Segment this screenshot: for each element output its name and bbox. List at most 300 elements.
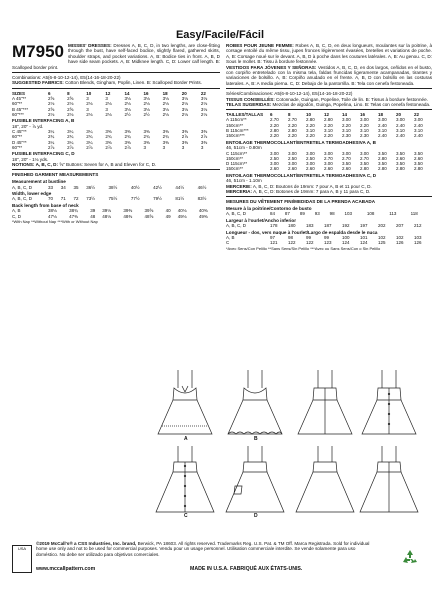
table-cell: 38½ [108,184,118,190]
table-cell: 73½ [86,196,96,202]
dress-back-drawing [298,370,352,434]
table-cell: 22 [414,112,420,118]
table-row [12,196,220,201]
table-cell: 3¼ [48,129,55,134]
table-cell: A, B, C, D [226,211,247,217]
fusible-cd-heading-fr: ENTOILAGE THERMOCOLLANT/ENTRETELA TERMOADHESIVA C, D [226,172,377,178]
width-table-metric [226,223,432,228]
table-cell: 2¾ [124,134,131,140]
table-cell: 42½ [153,184,162,190]
table-cell: 3.10 [414,128,423,134]
bust-table-metric [226,211,432,216]
english-column [12,43,220,224]
table-cell: 2.20 [306,122,315,128]
table-cell: 93 [314,211,320,217]
table-cell: SIZES [12,90,26,96]
table-cell: 2⅝ [48,95,55,101]
length-heading: Back length from base of neck [12,202,79,208]
fabrics-es: TELAS SUGERIDAS: Mezclas de algodón, Guinga, Popelina, Lino. B: Telas con cenefa festoneada. [226,101,431,107]
table-cell: 97 [270,235,276,241]
table-cell: 2⅞ [48,144,55,150]
divider [12,72,220,73]
table-cell: 6 [48,90,51,96]
table-cell: 126 [396,240,404,246]
table-cell: 39⅛ [102,208,112,214]
table-cell: 3⅛ [124,106,131,112]
table-cell: 3⅜ [181,139,189,145]
fusible-ab-heading: FUSIBLE INTERFACING A, B [12,118,75,124]
table-cell: 3⅛ [181,95,189,101]
table-cell: 2.80 [270,128,279,134]
table-cell: 3.50 [396,150,405,156]
table-row [226,223,432,228]
table-cell: 102 [396,235,404,241]
table-cell: 2⅝ [48,106,55,112]
spanish-description: VESTIDOS PARA JÓVENES Y SEÑORAS: Vestidos A, B, C, D, en dos largos, ceñidos en el busto, con corpiño entretelado con la misma tela, faldas fruncidas ligeramente acampanadas, tirantes y variaciones de bolsillo. A, B: Corpiño anudado en el frente. A, B, D con bolsillo en las costuras laterales. A, B: A media pierna. C, D: Debajo de la pantorrilla. B: Tela con cenefa festoneada. [226,64,432,86]
table-cell: 12 [324,112,330,118]
width-heading: Width, lower edge [12,190,52,196]
table-row [12,112,220,117]
finished-heading-fr: MESURES DU VÊTEMENT FINI/MEDIDAS DE LA PRENDA ACABADA [226,199,376,205]
table-cell: 3.00 [342,150,351,156]
table-cell: 3⅜ [162,129,169,134]
finished-measurements-heading: FINISHED GARMENT MEASUREMENTS [12,172,99,178]
bust-heading-fr: Mesure à la poitrine/Contorno de busto [226,205,312,211]
table-cell: 2.60 [324,166,333,172]
table-cell: 33 [48,184,54,190]
table-cell: 3.50 [396,161,405,167]
table-cell: 40½ [130,184,140,190]
table-cell: 77½ [130,196,140,202]
table-cell: 3⅜ [200,139,208,145]
table-cell: 2⅛ [162,101,169,107]
table-cell: 2.60 [288,166,297,172]
notions-es: MERCERIA: A, B, C, D: Botones de 19mm: 7 para A, B y 11 para C, D. [226,188,371,194]
table-cell: D 115cm** [226,161,248,167]
table-row [12,185,220,190]
table-cell: 2.60 [342,166,351,172]
table-cell: 3¼ [86,139,93,145]
table-cell: A 115cm** [226,117,247,123]
table-cell: 3⅜ [200,129,208,134]
bust-table [12,185,220,190]
table-cell: 83½ [197,196,207,202]
table-cell: 2.20 [360,122,369,128]
table-cell: 81½ [175,196,185,202]
table-cell: 60"** [12,144,23,150]
table-cell: 71 [60,196,66,202]
length-heading-fr: Longueur - dos, vers nuque à l'ourlet/Largo de espalda desde le nuca [226,229,378,235]
notions: NOTIONS: A, B, C, D: ⅝" Buttons: Seven for A, B and Eleven for C, D. [12,162,157,168]
table-cell: 2⅞ [124,144,131,150]
table-cell: 3⅛ [181,106,189,112]
table-cell: 2.20 [288,133,297,139]
table-cell: 3.00 [324,150,333,156]
table-cell: D 45"** [12,139,27,145]
table-cell: 2.60 [306,166,315,172]
table-cell: 3.10 [396,128,405,134]
table-cell: 2.20 [270,122,279,128]
table-cell: 124 [360,240,368,246]
fabrics-fr: TISSUS CONSEILLÉS: Cotonnade, Guingan, Popeline, Toile de lin. B: Tissus à bordure festonnée. [226,96,428,102]
table-cell: 84 [270,211,276,217]
table-cell: 3.50 [342,161,351,167]
table-cell: 3⅛ [162,106,169,112]
table-cell: 2⅛ [48,101,55,107]
table-cell: 3⅜ [105,129,112,134]
table-cell: 150cm** [226,122,244,128]
table-cell: 2⅝ [67,95,74,101]
table-cell: 3 [200,144,204,150]
dress-c-front-drawing [156,446,214,512]
table-cell: 150cm*** [226,133,245,139]
table-cell: 3.00 [360,117,369,123]
table-cell: 103 [344,211,353,217]
table-cell: 3 [105,95,108,101]
table-cell: 38⅛ [48,208,57,214]
table-cell: 40 [165,208,171,214]
view-label-d: D [254,513,258,519]
table-cell: 39⅝ [144,208,154,214]
table-cell: 2.50 [306,155,315,161]
table-cell: 2¾ [105,134,112,140]
table-cell: 2.40 [414,133,423,139]
view-label-c: C [184,513,188,519]
recycle-icon [400,548,420,568]
table-cell: 118 [410,211,418,217]
table-cell: 187 [324,223,332,229]
table-cell: 3⅛ [200,106,208,112]
table-cell: 20 [181,90,187,96]
table-cell: 2⅛ [48,111,55,117]
table-cell: 2.80 [288,128,297,134]
table-cell: 122 [306,240,314,246]
table-cell: 3.00 [306,161,315,167]
length-table [12,208,220,219]
table-cell: 3.10 [378,128,387,134]
table-cell: 3.50 [414,150,423,156]
table-cell: 40⅜ [198,208,208,214]
description-text: Dresses A, B, C, D, in two lengths, are close-fitting through the bust, have self-faced bodice, slightly flared, gathered skirts, shoulder straps, and pocket variations. A, B: Bodice ties in front. A, B, D have side seam pockets. A, B: Midknee length. C, D: Lower calf length. B: Scalloped border print. [12,43,220,70]
table-cell: 2⅛ [67,101,74,107]
table-cell: 2¾ [162,134,169,140]
table-cell: 2⅛ [124,101,131,107]
copyright-notice: ©2019 McCall's® a CSS Industries, Inc. brand, Berwick, PA 18603. All rights reserved. Trademarks Reg. U.S. Pat. & TM Off. Marca Registrada. Sold for individual home use only and not to be used for commercial purposes. Vendu pour un usage personnel. Utilisation commerciale interdite. Se vende solamente para uso doméstico. No debe ser utilizado para objetivos comerciales. [36,541,370,557]
table-cell: 2.80 [378,155,387,161]
table-cell: 202 [378,223,386,229]
table-row [226,211,432,216]
table-cell: 3⅛ [143,106,150,112]
table-cell: 2.70 [360,155,369,161]
table-cell: 2⅛ [105,101,112,107]
table-cell: 197 [360,223,368,229]
table-cell: 2⅞ [200,134,208,140]
table-cell: 3 [162,144,166,150]
table-cell: 39 [90,208,96,214]
dress-a-front-drawing [158,370,212,434]
table-cell: 60"*** [12,111,24,117]
table-cell: 2.80 [396,166,405,172]
table-cell: 3.00 [414,117,423,123]
combinations-fr: Séries/Combinaciones: A5(6-8-10-12-14), E5(14-16-18-20-22) [226,91,353,97]
dress-b-front-drawing [228,370,282,434]
table-cell: 3 [143,144,147,150]
table-cell: 3.00 [306,150,315,156]
table-cell: 3.00 [288,150,297,156]
table-cell: 2.30 [360,133,369,139]
table-cell: 100 [342,235,350,241]
divider [12,88,220,89]
table-cell: 2¾ [86,134,93,140]
french-spanish-column [226,43,432,251]
fusible-ab-heading-fr: ENTOILAGE THERMOCOLLANT/ENTRETELA TERMOADHESIVA A, B [226,139,376,145]
table-cell: 40⅛ [177,208,187,214]
table-cell: 178 [270,223,278,229]
table-cell: 2¾ [48,134,55,140]
table-row [12,145,220,150]
table-cell: C 45"** [12,129,27,134]
width-table [12,196,220,201]
width-heading-fr: Largeur à l'ourlet/Ancho inferior [226,217,297,223]
table-cell: 75½ [108,196,118,202]
table-cell: 121 [270,240,278,246]
table-cell: 125 [378,240,386,246]
table-cell: 2.20 [270,133,279,139]
table-cell: 3 [181,144,185,150]
table-cell: 3⅜ [124,139,131,145]
table-cell: 122 [288,240,296,246]
table-cell: 3.00 [396,117,405,123]
table-cell: 126 [414,240,422,246]
table-cell: 101 [360,235,368,241]
table-cell: 87 [284,211,290,217]
table-cell: 2.20 [306,133,315,139]
table-cell: 36½ [86,184,96,190]
suggested-fabrics: SUGGESTED FABRICS: Cotton Blends, Gingham, Poplin, Linen. B: Scalloped Border Prints. [12,80,202,86]
table-cell: 2.40 [396,133,405,139]
table-cell: 6 [270,112,273,118]
table-cell: 3.00 [270,161,279,167]
table-cell: 113 [389,211,397,217]
table-cell: 99 [306,235,312,241]
table-cell: 150cm** [226,155,244,161]
nap-note-fr: *Avec Sens/Con Pelillo **Sans Sens/Sin Pelillo ***Avec ou Sans Sens/Con o Sin Pelillo [226,245,381,251]
table-cell: B 45"*** [12,106,29,112]
table-cell: 3.10 [342,128,351,134]
table-cell: 3⅛ [124,95,131,101]
table-cell: 3.50 [378,161,387,167]
table-cell: 10 [86,90,92,96]
table-cell: 3.50 [360,161,369,167]
divider [226,196,432,197]
table-cell: 3.00 [324,161,333,167]
table-cell: 2¾ [143,134,150,140]
view-label-b: B [254,436,258,442]
table-cell: 2.40 [378,122,387,128]
table-cell: 2.80 [306,117,315,123]
website-link[interactable]: www.mccallpattern.com [36,566,96,572]
nap-note: *With Nap **Without Nap ***With or Without Nap [12,218,98,224]
table-cell: 60"** [12,134,23,140]
table-cell: 3.00 [288,161,297,167]
table-cell: 2⅞ [67,144,74,150]
table-cell: 3¼ [67,139,74,145]
table-cell: 79½ [153,196,162,202]
table-cell: 2.20 [288,122,297,128]
table-cell: 2.50 [270,155,279,161]
table-cell: 60"** [12,101,23,107]
table-cell: 2⅝ [67,106,74,112]
table-cell: 102 [378,235,386,241]
table-cell: 2.70 [288,117,297,123]
table-cell: 2½ [124,111,131,117]
table-cell: 207 [396,223,404,229]
table-cell: 18 [162,90,168,96]
table-cell: 48⅜ [123,213,133,219]
table-cell: 3.00 [342,117,351,123]
fusible-ab-yardage: 18", 20" - ⅞ yd. [12,123,44,129]
table-cell: 89 [299,211,305,217]
table-cell: A, B, C, D [12,184,33,190]
table-cell: 72 [73,196,79,202]
table-cell: 10 [306,112,312,118]
table-cell: 3.10 [360,128,369,134]
table-cell: 3.00 [360,150,369,156]
table-cell: 14 [342,112,348,118]
table-cell: 2.20 [324,133,333,139]
table-cell: 2¾ [67,134,74,140]
table-cell: 2.80 [414,166,423,172]
table-cell: 3.10 [324,128,333,134]
table-cell: 2.80 [324,117,333,123]
french-description: ROBES POUR JEUNE FEMME: Robes A, B, C, D, en deux longueurs, moulantes sur la poitrine, à corsage entoilé du même tissu, jupes fronces légèrement évasées, bretelles et variations de poche. A, B: Corsage noué sur le devant. A, B, D à poche dans les coutures latérales. A, B: Au genou. C, D: Sous le mollet. B: Tissu à bordure festonnée. [226,43,432,65]
table-cell: 22 [200,90,206,96]
table-cell: 2.20 [342,122,351,128]
table-cell: 123 [324,240,332,246]
table-cell: 46½ [197,184,207,190]
fusible-ab-metric: 46, 51cm - 0.80m [226,145,262,151]
divider [226,109,432,110]
table-cell: 14 [124,90,130,96]
table-cell: 3⅜ [105,139,112,145]
table-cell: 3⅜ [124,129,131,134]
table-cell: 2½ [143,111,150,117]
table-cell: A, B [12,208,21,214]
table-cell: C [226,240,230,246]
metric-yardage-table [226,112,432,138]
table-cell: 2⅛ [200,111,208,117]
table-cell: 2⅛ [86,101,93,107]
table-cell: 2⅞ [86,144,93,150]
table-cell: 180 [288,223,296,229]
table-cell: 18 [378,112,384,118]
table-cell: 212 [414,223,422,229]
table-cell: 98 [329,211,335,217]
table-cell: 2.70 [342,155,351,161]
table-cell: 183 [306,223,314,229]
table-cell: 20 [396,112,402,118]
dress-d-front-drawing [226,446,284,512]
table-cell: 2.40 [378,133,387,139]
table-cell: 2⅛ [105,111,112,117]
table-row [226,133,432,138]
table-cell: 47⅜ [69,213,78,219]
table-cell: 3⅜ [143,129,150,134]
technical-drawings [140,364,430,519]
table-cell: 103 [414,235,422,241]
table-cell: C, D [12,213,21,219]
dress-c-side-drawing [360,446,418,512]
table-row [226,166,432,171]
table-cell: 98 [288,235,294,241]
table-cell: 2.50 [288,155,297,161]
table-cell: 3 [86,106,89,112]
pattern-number: M7950 [12,43,64,61]
made-in-usa: MADE IN U.S.A. FABRIQUÉ AUX ÉTATS-UNIS. [190,566,303,572]
metric-yardage-table-cd [226,151,432,172]
table-cell: 3¼ [48,139,55,145]
table-cell: 2.80 [378,166,387,172]
fusible-cd-metric: 46, 51cm - 1.10m [226,178,262,184]
table-cell: 2.60 [414,155,423,161]
table-cell: 2.70 [270,117,279,123]
table-cell: 2.40 [396,122,405,128]
table-cell: 49 [165,213,171,219]
table-cell: 2.40 [414,122,423,128]
table-cell: 2⅛ [181,111,189,117]
table-cell: 3⅜ [143,139,150,145]
fusible-cd-heading: FUSIBLE INTERFACING C, D [12,151,75,157]
description-heading: MISSES' DRESSES: [67,43,112,48]
table-cell: 3⅛ [200,95,208,101]
table-cell: 2.80 [360,166,369,172]
notions-fr: MERCERIE: A, B, C, D: Boutons de 19mm: 7 pour A, B et 11 pour C, D. [226,183,372,189]
table-cell: 2.30 [342,133,351,139]
table-cell: 3 [105,106,108,112]
table-cell: 48 [90,213,96,219]
table-cell: 3.50 [378,150,387,156]
table-cell: 2.70 [324,155,333,161]
table-cell: 39⅜ [123,208,133,214]
table-cell: A, B, C, D [12,196,33,202]
table-cell: 2⅛ [162,111,169,117]
table-cell: 2⅛ [143,101,150,107]
table-cell: 16 [360,112,366,118]
yardage-table-cd [12,129,220,150]
fusible-cd-yardage: 18", 20" - 1⅛ yds. [12,156,49,162]
table-cell: 3¼ [86,129,93,134]
table-cell: 48⅝ [144,213,154,219]
table-cell: 2⅞ [181,134,189,140]
bust-heading: Measurement at bustline [12,178,66,184]
table-cell: 3.00 [270,150,279,156]
table-cell: 44½ [175,184,185,190]
table-cell: 3⅜ [181,129,189,134]
table-cell: 99 [324,235,330,241]
table-cell: 2.20 [324,122,333,128]
difficulty-title: Easy/Facile/Fácil [175,29,265,41]
usa-logo: USA [12,545,32,573]
table-cell: 192 [342,223,350,229]
divider [12,169,220,170]
length-table-metric [226,235,432,246]
divider [226,88,432,89]
table-cell: B 115cm*** [226,128,249,134]
table-cell: 34 [60,184,66,190]
table-cell: 3⅜ [162,139,169,145]
table-cell: 2.60 [270,166,279,172]
table-cell: 47⅛ [48,213,57,219]
